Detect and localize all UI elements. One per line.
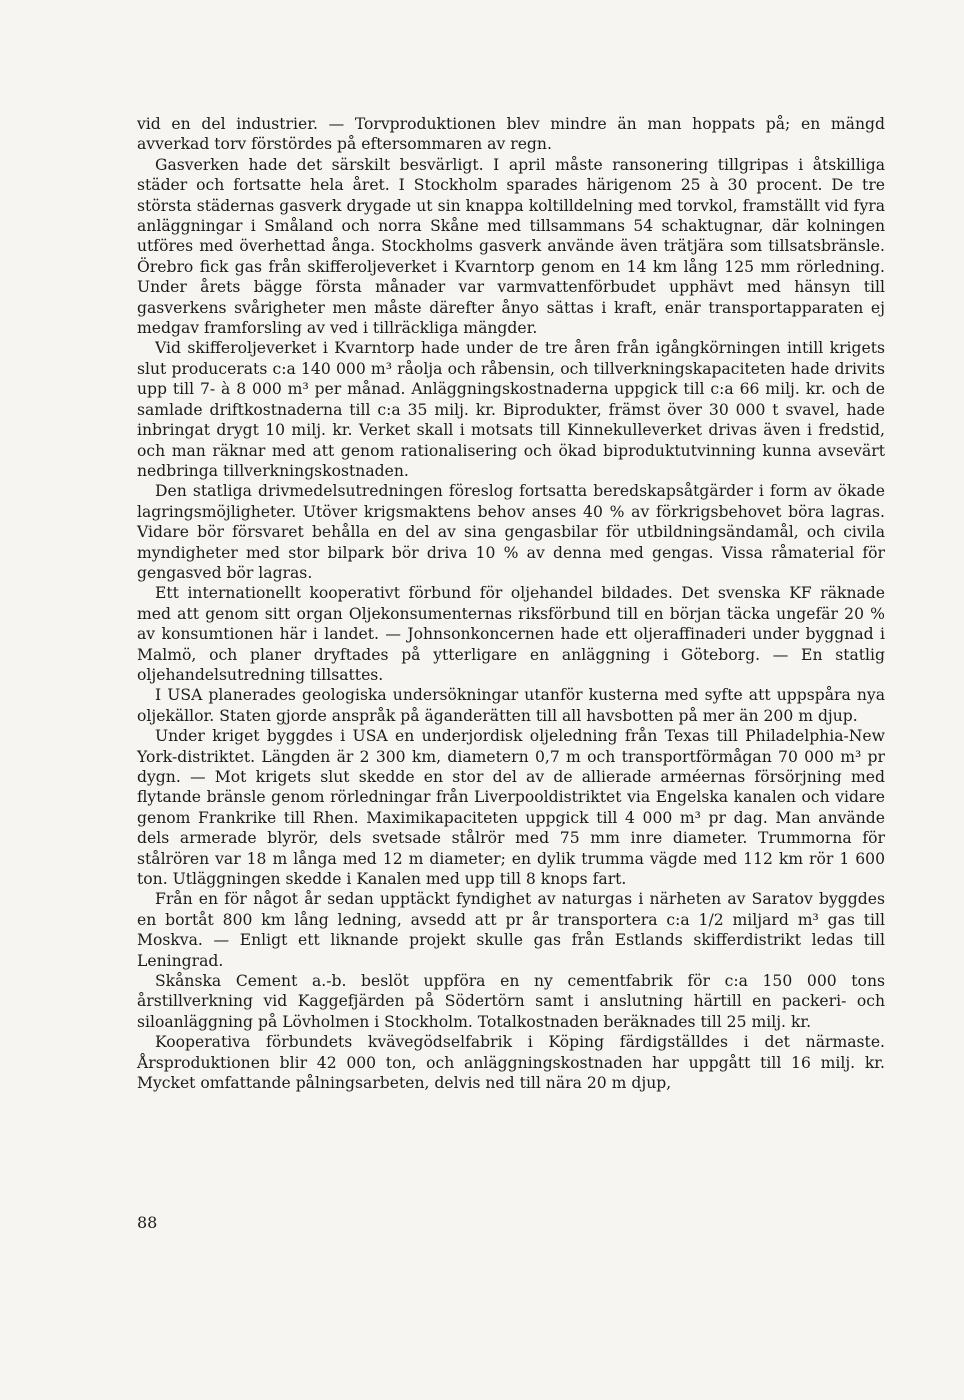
body-text <box>137 114 885 1094</box>
paragraph: vid en del industrier. — Torvproduktionen blev mindre än man hoppats på; en mängd avverkad torv förstördes på eftersommaren av regn. <box>137 115 885 154</box>
paragraph: Ett internationellt kooperativt förbund för oljehandel bildades. Det svenska KF räknade med att genom sitt organ Oljekonsumenternas riksförbund till en början täcka ungefär 20 % av konsumtionen här i landet. — Johnsonkoncernen hade ett oljeraffinaderi under byggnad i Malmö, och planer dryftades på ytterligare en anläggning i Göteborg. — En statlig oljehandelsutredning tillsattes. <box>137 584 885 684</box>
paragraph: Från en för något år sedan upptäckt fyndighet av naturgas i närheten av Saratov byggdes en bortåt 800 km lång ledning, avsedd att pr år transportera c:a 1/2 miljard m³ gas till Moskva. — Enligt ett liknande projekt skulle gas från Estlands skifferdistrikt ledas till Leningrad. <box>137 890 885 970</box>
paragraph: Gasverken hade det särskilt besvärligt. I april måste ransonering tillgripas i åtskilliga städer och fortsatte hela året. I Stockholm sparades härigenom 25 à 30 procent. De tre största städernas gasverk drygade ut sin knappa koltilldelning med torvkol, framställt vid fyra anläggningar i Småland och norra Skåne med tillsammans 54 schaktugnar, där kolningen utföres med överhettad ånga. Stockholms gasverk använde även trätjära som tillsatsbränsle. Örebro fick gas från skifferoljeverket i Kvarntorp genom en 14 km lång 125 mm rörledning. Under årets bägge första månader var varmvattenförbudet upphävt med hänsyn till gasverkens svårigheter men måste därefter ånyo sättas i kraft, enär transportapparaten ej medgav framforsling av ved i tillräckliga mängder. <box>137 155 885 338</box>
paragraph: I USA planerades geologiska undersökningar utanför kusterna med syfte att uppspåra nya oljekällor. Staten gjorde anspråk på äganderätten till all havsbotten på mer än 200 m djup. <box>137 686 885 725</box>
paragraph: Den statliga drivmedelsutredningen föreslog fortsatta beredskapsåtgärder i form av ökade lagringsmöjligheter. Utöver krigsmaktens behov anses 40 % av förkrigsbehovet böra lagras. Vidare bör försvaret behålla en del av sina gengasbilar för utbildningsändamål, och civila myndigheter med stor bilpark bör driva 10 % av denna med gengas. Vissa råmaterial för gengasved bör lagras. <box>137 482 885 582</box>
paragraph: Kooperativa förbundets kvävegödselfabrik i Köping färdigställdes i det närmaste. Årsproduktionen blir 42 000 ton, och anläggningskostnaden har uppgått till 16 milj. kr. Mycket omfattande pålningsarbeten, delvis ned till nära 20 m djup, <box>137 1033 885 1093</box>
paragraph: Skånska Cement a.-b. beslöt uppföra en ny cementfabrik för c:a 150 000 tons årstillverkning vid Kaggefjärden på Södertörn samt i anslutning härtill en packeri- och siloanläggning på Lövholmen i Stockholm. Totalkostnaden beräknades till 25 milj. kr. <box>137 972 885 1031</box>
paragraph: Under kriget byggdes i USA en underjordisk oljeledning från Texas till Philadelphia-New York-distriktet. Längden är 2 300 km, diametern 0,7 m och transportförmågan 70 000 m³ pr dygn. — Mot krigets slut skedde en stor del av de allierade arméernas försörjning med flytande bränsle genom rörledningar från Liverpooldistriktet via Engelska kanalen och vidare genom Frankrike till Rhen. Maximikapaciteten uppgick till 4 000 m³ pr dag. Man använde dels armerade blyrör, dels svetsade stålrör med 75 mm inre diameter. Trummorna för stålrören var 18 m långa med 12 m diameter; en dylik trumma vägde med 112 km rör 1 600 ton. Utläggningen skedde i Kanalen med upp till 8 knops fart. <box>137 727 885 889</box>
paragraph: Vid skifferoljeverket i Kvarntorp hade under de tre åren från igångkörningen intill krigets slut producerats c:a 140 000 m³ råolja och råbensin, och tillverkningskapaciteten hade drivits upp till 7- à 8 000 m³ per månad. Anläggningskostnaderna uppgick till c:a 66 milj. kr. och de samlade driftkostnaderna till c:a 35 milj. kr. Biprodukter, främst över 30 000 t svavel, hade inbringat drygt 10 milj. kr. Verket skall i motsats till Kinnekulleverket drivas även i fredstid, och man räknar med att genom rationalisering och ökad biproduktutvinning kunna avsevärt nedbringa tillverkningskostnaden. <box>137 339 885 480</box>
page-number: 88 <box>137 1213 158 1232</box>
